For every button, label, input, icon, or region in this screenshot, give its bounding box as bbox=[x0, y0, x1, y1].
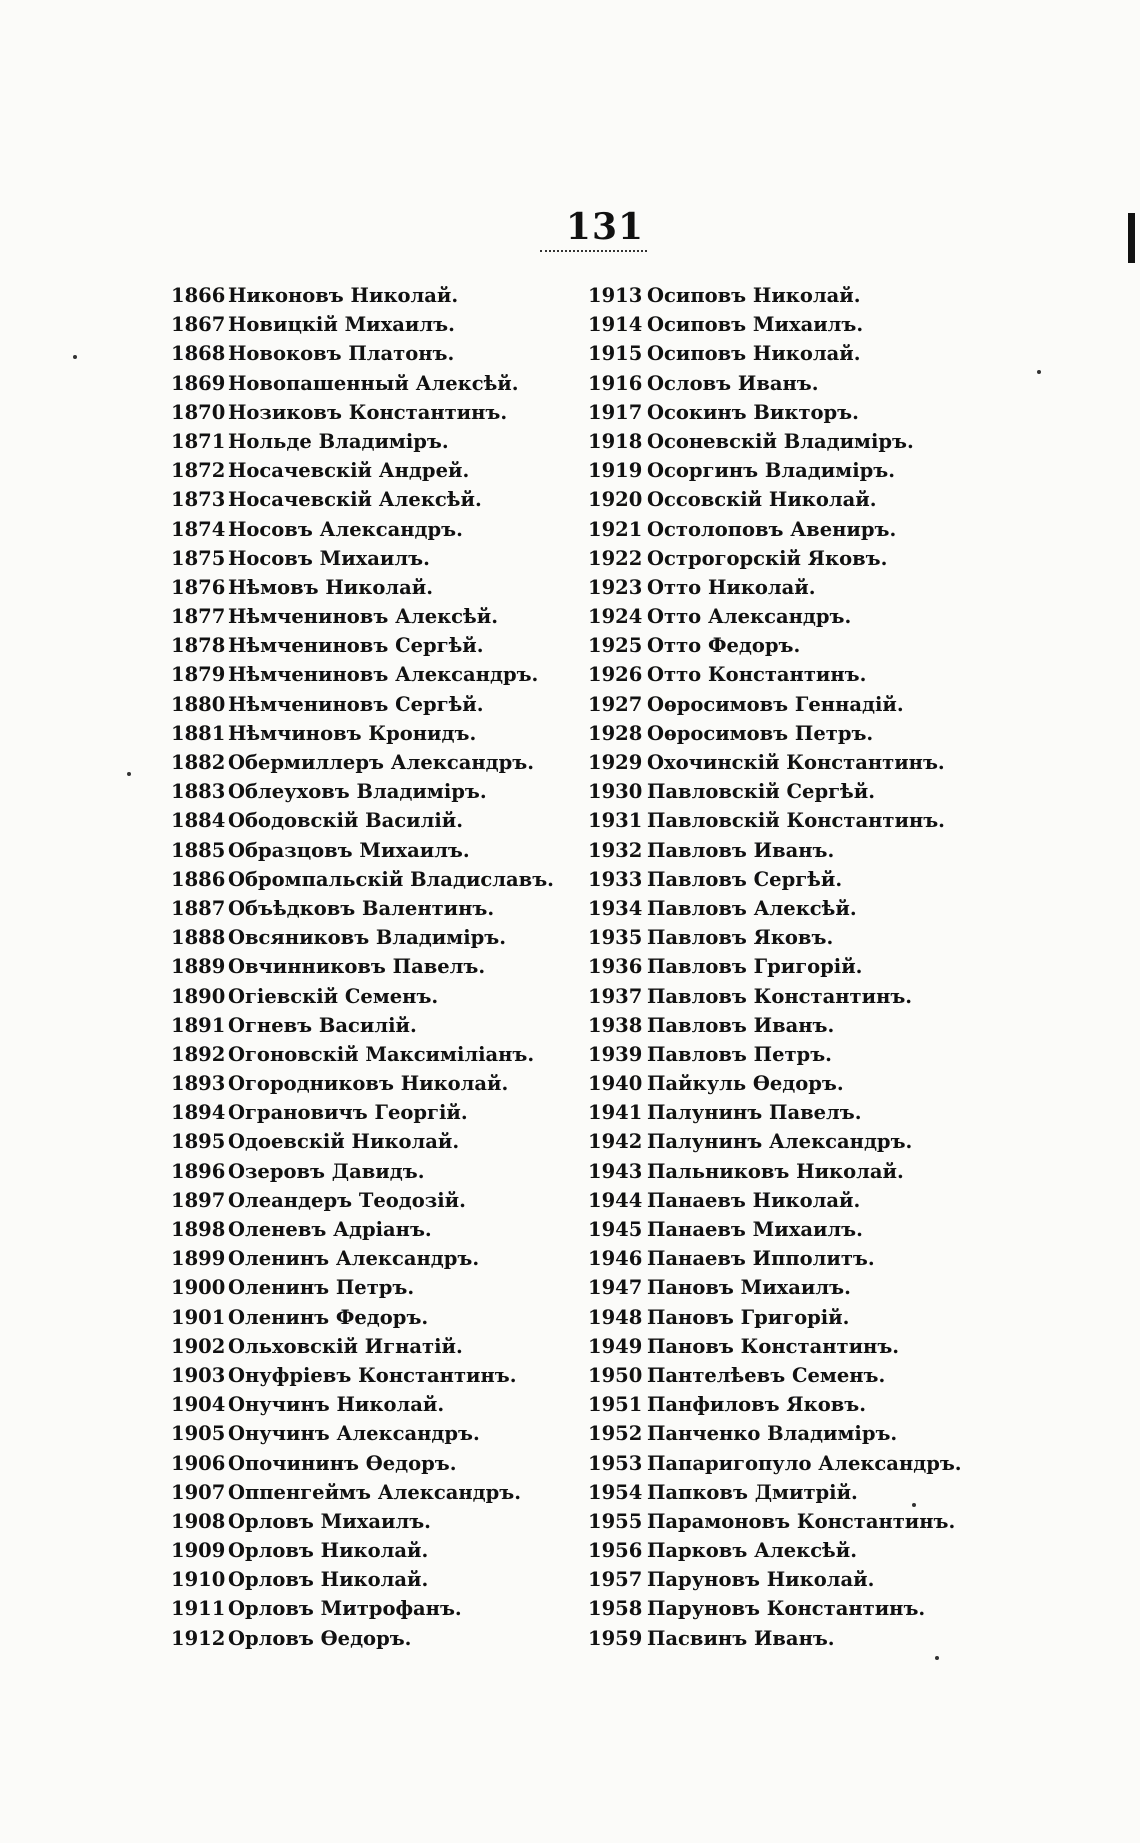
list-entry bbox=[171, 1536, 571, 1565]
list-entry bbox=[588, 1419, 1008, 1448]
entry-number: 1899 bbox=[171, 1247, 226, 1271]
list-entry bbox=[171, 544, 571, 573]
list-entry bbox=[588, 339, 1008, 368]
list-entry bbox=[171, 748, 571, 777]
entry-number: 1933 bbox=[588, 867, 643, 891]
entry-number: 1882 bbox=[171, 751, 226, 774]
list-entry bbox=[588, 485, 1008, 514]
entry-name: Онучинъ Николай. bbox=[228, 1393, 445, 1417]
entry-name: Пановъ Григорій. bbox=[647, 1305, 850, 1329]
list-entry bbox=[588, 1157, 1008, 1186]
list-entry bbox=[171, 1215, 571, 1244]
page-number-rule bbox=[540, 250, 647, 252]
entry-number: 1911 bbox=[171, 1597, 226, 1621]
list-entry bbox=[588, 865, 1008, 894]
entry-number: 1886 bbox=[171, 867, 226, 891]
entry-name: Охочинскій Константинъ. bbox=[647, 751, 945, 774]
entry-number: 1868 bbox=[171, 342, 226, 366]
list-entry bbox=[171, 1565, 571, 1594]
entry-name: Павловъ Иванъ. bbox=[647, 1013, 835, 1037]
entry-number: 1905 bbox=[171, 1422, 226, 1446]
entry-name: Пайкуль Ѳедоръ. bbox=[647, 1072, 844, 1096]
list-entry bbox=[171, 1390, 571, 1419]
entry-name: Панаевъ Михаилъ. bbox=[647, 1218, 863, 1241]
entry-number: 1957 bbox=[588, 1568, 643, 1592]
entry-number: 1931 bbox=[588, 809, 643, 833]
entry-name: Опочининъ Ѳедоръ. bbox=[228, 1451, 457, 1475]
list-entry bbox=[171, 427, 571, 456]
list-entry bbox=[588, 1186, 1008, 1215]
list-entry bbox=[171, 1273, 571, 1302]
list-entry bbox=[171, 515, 571, 544]
list-entry bbox=[171, 1419, 571, 1448]
list-entry bbox=[588, 1040, 1008, 1069]
list-entry bbox=[171, 602, 571, 631]
ink-speck bbox=[935, 1656, 939, 1660]
entry-number: 1903 bbox=[171, 1363, 226, 1387]
entry-number: 1895 bbox=[171, 1130, 226, 1154]
page-edge-mark bbox=[1128, 213, 1135, 263]
entry-name: Носовъ Александръ. bbox=[228, 517, 463, 541]
entry-number: 1910 bbox=[171, 1568, 226, 1592]
entry-name: Новицкій Михаилъ. bbox=[228, 313, 455, 337]
entry-number: 1897 bbox=[171, 1188, 226, 1212]
list-entry bbox=[171, 281, 571, 310]
entry-name: Нѣмчиновъ Кронидъ. bbox=[228, 721, 477, 745]
entry-number: 1898 bbox=[171, 1218, 226, 1241]
entry-number: 1945 bbox=[588, 1218, 643, 1241]
list-entry bbox=[588, 1273, 1008, 1302]
entry-number: 1879 bbox=[171, 663, 226, 687]
entry-number: 1938 bbox=[588, 1013, 643, 1037]
entry-number: 1943 bbox=[588, 1159, 643, 1183]
list-entry bbox=[171, 1098, 571, 1127]
entry-number: 1870 bbox=[171, 400, 226, 424]
entry-name: Палунинъ Павелъ. bbox=[647, 1101, 862, 1125]
list-entry bbox=[171, 631, 571, 660]
entry-number: 1930 bbox=[588, 780, 643, 804]
list-entry bbox=[588, 1303, 1008, 1332]
entry-name: Панаевъ Николай. bbox=[647, 1188, 861, 1212]
list-entry bbox=[171, 1507, 571, 1536]
entry-number: 1900 bbox=[171, 1276, 226, 1300]
entry-number: 1950 bbox=[588, 1363, 643, 1387]
entry-number: 1901 bbox=[171, 1305, 226, 1329]
entry-name: Павловъ Петръ. bbox=[647, 1042, 832, 1066]
entry-number: 1946 bbox=[588, 1247, 643, 1271]
entry-number: 1869 bbox=[171, 371, 226, 395]
entry-number: 1948 bbox=[588, 1305, 643, 1329]
list-entry bbox=[171, 806, 571, 835]
entry-name: Оссовскій Николай. bbox=[647, 488, 877, 512]
list-entry bbox=[588, 982, 1008, 1011]
left-column-list bbox=[171, 281, 571, 1653]
list-entry bbox=[171, 690, 571, 719]
entry-number: 1880 bbox=[171, 692, 226, 716]
entry-number: 1942 bbox=[588, 1130, 643, 1154]
entry-name: Ограновичъ Георгій. bbox=[228, 1101, 468, 1125]
list-entry bbox=[171, 923, 571, 952]
entry-name: Носачевскій Андрей. bbox=[228, 459, 470, 483]
entry-name: Парамоновъ Константинъ. bbox=[647, 1509, 956, 1533]
list-entry bbox=[588, 806, 1008, 835]
entry-number: 1885 bbox=[171, 838, 226, 862]
list-entry bbox=[171, 836, 571, 865]
list-entry bbox=[588, 281, 1008, 310]
entry-name: Облеуховъ Владиміръ. bbox=[228, 780, 487, 804]
entry-name: Осиповъ Николай. bbox=[647, 342, 861, 366]
list-entry bbox=[171, 1478, 571, 1507]
list-entry bbox=[171, 1127, 571, 1156]
entry-number: 1924 bbox=[588, 605, 643, 629]
entry-name: Овчинниковъ Павелъ. bbox=[228, 955, 486, 979]
list-entry bbox=[588, 602, 1008, 631]
entry-name: Обермиллеръ Александръ. bbox=[228, 751, 535, 774]
entry-name: Пановъ Константинъ. bbox=[647, 1334, 900, 1358]
entry-name: Оленинъ Петръ. bbox=[228, 1276, 415, 1300]
entry-number: 1914 bbox=[588, 313, 643, 337]
entry-number: 1887 bbox=[171, 896, 226, 920]
entry-name: Новопашенный Алексѣй. bbox=[228, 371, 519, 395]
entry-name: Огневъ Василій. bbox=[228, 1013, 417, 1037]
list-entry bbox=[171, 1186, 571, 1215]
list-entry bbox=[171, 369, 571, 398]
entry-name: Онучинъ Александръ. bbox=[228, 1422, 480, 1446]
entry-name: Огіевскій Семенъ. bbox=[228, 984, 439, 1008]
entry-number: 1954 bbox=[588, 1480, 643, 1504]
entry-name: Пасвинъ Иванъ. bbox=[647, 1626, 835, 1650]
list-entry bbox=[588, 515, 1008, 544]
entry-name: Панфиловъ Яковъ. bbox=[647, 1393, 867, 1417]
entry-number: 1906 bbox=[171, 1451, 226, 1475]
entry-name: Отто Константинъ. bbox=[647, 663, 867, 687]
list-entry bbox=[171, 398, 571, 427]
entry-name: Оленинъ Федоръ. bbox=[228, 1305, 429, 1329]
entry-number: 1939 bbox=[588, 1042, 643, 1066]
entry-number: 1927 bbox=[588, 692, 643, 716]
entry-name: Отто Федоръ. bbox=[647, 634, 801, 658]
list-entry bbox=[588, 1361, 1008, 1390]
entry-number: 1918 bbox=[588, 429, 643, 453]
entry-name: Ободовскій Василій. bbox=[228, 809, 464, 833]
entry-number: 1956 bbox=[588, 1539, 643, 1563]
list-entry bbox=[588, 369, 1008, 398]
entry-name: Осоневскій Владиміръ. bbox=[647, 429, 914, 453]
entry-name: Никоновъ Николай. bbox=[228, 284, 459, 307]
list-entry bbox=[588, 894, 1008, 923]
list-entry bbox=[588, 1536, 1008, 1565]
entry-number: 1915 bbox=[588, 342, 643, 366]
entry-number: 1888 bbox=[171, 926, 226, 950]
list-entry bbox=[588, 836, 1008, 865]
entry-number: 1937 bbox=[588, 984, 643, 1008]
list-entry bbox=[171, 1244, 571, 1273]
list-entry bbox=[171, 894, 571, 923]
list-entry bbox=[588, 1011, 1008, 1040]
entry-name: Осиповъ Николай. bbox=[647, 284, 861, 307]
entry-number: 1889 bbox=[171, 955, 226, 979]
list-entry bbox=[588, 310, 1008, 339]
list-entry bbox=[171, 719, 571, 748]
entry-name: Паруновъ Константинъ. bbox=[647, 1597, 926, 1621]
entry-name: Ольховскій Игнатій. bbox=[228, 1334, 463, 1358]
entry-name: Олеандеръ Теодозій. bbox=[228, 1188, 466, 1212]
entry-number: 1908 bbox=[171, 1509, 226, 1533]
ink-speck bbox=[127, 772, 131, 776]
list-entry bbox=[171, 485, 571, 514]
list-entry bbox=[171, 1594, 571, 1623]
entry-number: 1893 bbox=[171, 1072, 226, 1096]
ink-speck bbox=[912, 1503, 916, 1507]
entry-name: Нѣмовъ Николай. bbox=[228, 575, 433, 599]
entry-name: Павловъ Сергѣй. bbox=[647, 867, 843, 891]
entry-number: 1913 bbox=[588, 284, 643, 307]
entry-name: Острогорскій Яковъ. bbox=[647, 546, 888, 570]
entry-name: Носовъ Михаилъ. bbox=[228, 546, 430, 570]
entry-number: 1884 bbox=[171, 809, 226, 833]
entry-number: 1894 bbox=[171, 1101, 226, 1125]
entry-number: 1892 bbox=[171, 1042, 226, 1066]
entry-name: Орловъ Михаилъ. bbox=[228, 1509, 431, 1533]
entry-number: 1958 bbox=[588, 1597, 643, 1621]
entry-number: 1941 bbox=[588, 1101, 643, 1125]
entry-name: Пантелѣевъ Семенъ. bbox=[647, 1363, 886, 1387]
list-entry bbox=[588, 660, 1008, 689]
list-entry bbox=[588, 456, 1008, 485]
entry-name: Пановъ Михаилъ. bbox=[647, 1276, 851, 1300]
entry-number: 1947 bbox=[588, 1276, 643, 1300]
entry-name: Павловъ Алексѣй. bbox=[647, 896, 857, 920]
list-entry bbox=[588, 1507, 1008, 1536]
entry-number: 1951 bbox=[588, 1393, 643, 1417]
list-entry bbox=[588, 1565, 1008, 1594]
entry-number: 1922 bbox=[588, 546, 643, 570]
list-entry bbox=[588, 777, 1008, 806]
entry-number: 1878 bbox=[171, 634, 226, 658]
entry-number: 1867 bbox=[171, 313, 226, 337]
entry-name: Обромпальскій Владиславъ. bbox=[228, 867, 554, 891]
entry-number: 1907 bbox=[171, 1480, 226, 1504]
entry-number: 1871 bbox=[171, 429, 226, 453]
list-entry bbox=[588, 1594, 1008, 1623]
list-entry bbox=[588, 923, 1008, 952]
entry-name: Онуфріевъ Константинъ. bbox=[228, 1363, 517, 1387]
entry-name: Павловъ Яковъ. bbox=[647, 926, 834, 950]
entry-name: Отто Николай. bbox=[647, 575, 816, 599]
list-entry bbox=[588, 1098, 1008, 1127]
entry-name: Орловъ Николай. bbox=[228, 1539, 429, 1563]
entry-number: 1891 bbox=[171, 1013, 226, 1037]
entry-name: Орловъ Митрофанъ. bbox=[228, 1597, 462, 1621]
entry-number: 1944 bbox=[588, 1188, 643, 1212]
entry-name: Павловскій Константинъ. bbox=[647, 809, 945, 833]
list-entry bbox=[171, 1069, 571, 1098]
list-entry bbox=[588, 1478, 1008, 1507]
entry-name: Нозиковъ Константинъ. bbox=[228, 400, 508, 424]
entry-number: 1953 bbox=[588, 1451, 643, 1475]
list-entry bbox=[171, 777, 571, 806]
list-entry bbox=[171, 1040, 571, 1069]
list-entry bbox=[171, 1011, 571, 1040]
entry-name: Нольде Владиміръ. bbox=[228, 429, 449, 453]
entry-number: 1916 bbox=[588, 371, 643, 395]
entry-number: 1917 bbox=[588, 400, 643, 424]
entry-name: Нѣмчениновъ Алексѣй. bbox=[228, 605, 499, 629]
entry-name: Одоевскій Николай. bbox=[228, 1130, 460, 1154]
list-entry bbox=[588, 573, 1008, 602]
entry-name: Панченко Владиміръ. bbox=[647, 1422, 898, 1446]
list-entry bbox=[588, 748, 1008, 777]
entry-number: 1912 bbox=[171, 1626, 226, 1650]
list-entry bbox=[588, 631, 1008, 660]
list-entry bbox=[171, 1624, 571, 1653]
list-entry bbox=[588, 427, 1008, 456]
entry-number: 1919 bbox=[588, 459, 643, 483]
entry-name: Пальниковъ Николай. bbox=[647, 1159, 904, 1183]
entry-name: Нѣмчениновъ Сергѣй. bbox=[228, 692, 484, 716]
entry-name: Осокинъ Викторъ. bbox=[647, 400, 859, 424]
list-entry bbox=[588, 1244, 1008, 1273]
list-entry bbox=[171, 310, 571, 339]
list-entry bbox=[588, 398, 1008, 427]
list-entry bbox=[171, 1157, 571, 1186]
list-entry bbox=[171, 952, 571, 981]
list-entry bbox=[171, 339, 571, 368]
entry-name: Палунинъ Александръ. bbox=[647, 1130, 913, 1154]
ink-speck bbox=[73, 355, 77, 359]
entry-number: 1876 bbox=[171, 575, 226, 599]
list-entry bbox=[588, 1390, 1008, 1419]
entry-name: Осиповъ Михаилъ. bbox=[647, 313, 864, 337]
entry-number: 1872 bbox=[171, 459, 226, 483]
list-entry bbox=[171, 982, 571, 1011]
entry-name: Павловъ Иванъ. bbox=[647, 838, 835, 862]
ink-speck bbox=[1037, 370, 1041, 374]
entry-number: 1866 bbox=[171, 284, 226, 307]
entry-name: Озеровъ Давидъ. bbox=[228, 1159, 425, 1183]
entry-number: 1959 bbox=[588, 1626, 643, 1650]
list-entry bbox=[588, 1449, 1008, 1478]
entry-number: 1920 bbox=[588, 488, 643, 512]
entry-name: Папковъ Дмитрій. bbox=[647, 1480, 858, 1504]
entry-number: 1952 bbox=[588, 1422, 643, 1446]
list-entry bbox=[588, 1215, 1008, 1244]
list-entry bbox=[171, 1449, 571, 1478]
entry-number: 1929 bbox=[588, 751, 643, 774]
list-entry bbox=[171, 456, 571, 485]
entry-number: 1874 bbox=[171, 517, 226, 541]
list-entry bbox=[588, 719, 1008, 748]
entry-number: 1873 bbox=[171, 488, 226, 512]
entry-name: Павловъ Константинъ. bbox=[647, 984, 913, 1008]
entry-name: Новоковъ Платонъ. bbox=[228, 342, 455, 366]
entry-name: Остолоповъ Авениръ. bbox=[647, 517, 897, 541]
entry-name: Объѣдковъ Валентинъ. bbox=[228, 896, 495, 920]
entry-name: Огородниковъ Николай. bbox=[228, 1072, 509, 1096]
list-entry bbox=[171, 1361, 571, 1390]
entry-number: 1883 bbox=[171, 780, 226, 804]
entry-number: 1935 bbox=[588, 926, 643, 950]
entry-name: Носачевскій Алексѣй. bbox=[228, 488, 482, 512]
entry-name: Огоновскій Максиміліанъ. bbox=[228, 1042, 535, 1066]
entry-name: Нѣмчениновъ Александръ. bbox=[228, 663, 539, 687]
entry-name: Оленевъ Адріанъ. bbox=[228, 1218, 432, 1241]
entry-number: 1934 bbox=[588, 896, 643, 920]
entry-number: 1877 bbox=[171, 605, 226, 629]
entry-name: Оѳросимовъ Петръ. bbox=[647, 721, 874, 745]
list-entry bbox=[588, 952, 1008, 981]
entry-number: 1925 bbox=[588, 634, 643, 658]
entry-name: Оѳросимовъ Геннадій. bbox=[647, 692, 904, 716]
entry-number: 1932 bbox=[588, 838, 643, 862]
entry-number: 1890 bbox=[171, 984, 226, 1008]
list-entry bbox=[171, 1332, 571, 1361]
list-entry bbox=[588, 1332, 1008, 1361]
entry-name: Осоргинъ Владиміръ. bbox=[647, 459, 895, 483]
entry-number: 1904 bbox=[171, 1393, 226, 1417]
list-entry bbox=[171, 660, 571, 689]
list-entry bbox=[588, 1624, 1008, 1653]
entry-name: Ословъ Иванъ. bbox=[647, 371, 819, 395]
list-entry bbox=[588, 1069, 1008, 1098]
entry-number: 1936 bbox=[588, 955, 643, 979]
entry-name: Нѣмчениновъ Сергѣй. bbox=[228, 634, 484, 658]
entry-number: 1881 bbox=[171, 721, 226, 745]
entry-name: Паруновъ Николай. bbox=[647, 1568, 875, 1592]
entry-number: 1921 bbox=[588, 517, 643, 541]
entry-number: 1928 bbox=[588, 721, 643, 745]
entry-name: Панаевъ Ипполитъ. bbox=[647, 1247, 875, 1271]
entry-number: 1940 bbox=[588, 1072, 643, 1096]
list-entry bbox=[171, 865, 571, 894]
entry-number: 1902 bbox=[171, 1334, 226, 1358]
entry-name: Орловъ Николай. bbox=[228, 1568, 429, 1592]
entry-name: Образцовъ Михаилъ. bbox=[228, 838, 470, 862]
list-entry bbox=[588, 1127, 1008, 1156]
entry-number: 1909 bbox=[171, 1539, 226, 1563]
entry-name: Павловскій Сергѣй. bbox=[647, 780, 875, 804]
list-entry bbox=[171, 1303, 571, 1332]
entry-name: Парковъ Алексѣй. bbox=[647, 1539, 858, 1563]
list-entry bbox=[171, 573, 571, 602]
list-entry bbox=[588, 690, 1008, 719]
list-entry bbox=[588, 544, 1008, 573]
entry-name: Отто Александръ. bbox=[647, 605, 852, 629]
entry-number: 1896 bbox=[171, 1159, 226, 1183]
entry-number: 1955 bbox=[588, 1509, 643, 1533]
entry-name: Павловъ Григорій. bbox=[647, 955, 863, 979]
entry-name: Папаригопуло Александръ. bbox=[647, 1451, 962, 1475]
entry-name: Оленинъ Александръ. bbox=[228, 1247, 480, 1271]
entry-number: 1926 bbox=[588, 663, 643, 687]
entry-number: 1949 bbox=[588, 1334, 643, 1358]
page-number: 131 bbox=[565, 206, 645, 248]
right-column-list bbox=[588, 281, 1008, 1653]
entry-number: 1923 bbox=[588, 575, 643, 599]
entry-name: Орловъ Ѳедоръ. bbox=[228, 1626, 412, 1650]
entry-name: Овсяниковъ Владиміръ. bbox=[228, 926, 506, 950]
entry-number: 1875 bbox=[171, 546, 226, 570]
entry-name: Оппенгеймъ Александръ. bbox=[228, 1480, 521, 1504]
